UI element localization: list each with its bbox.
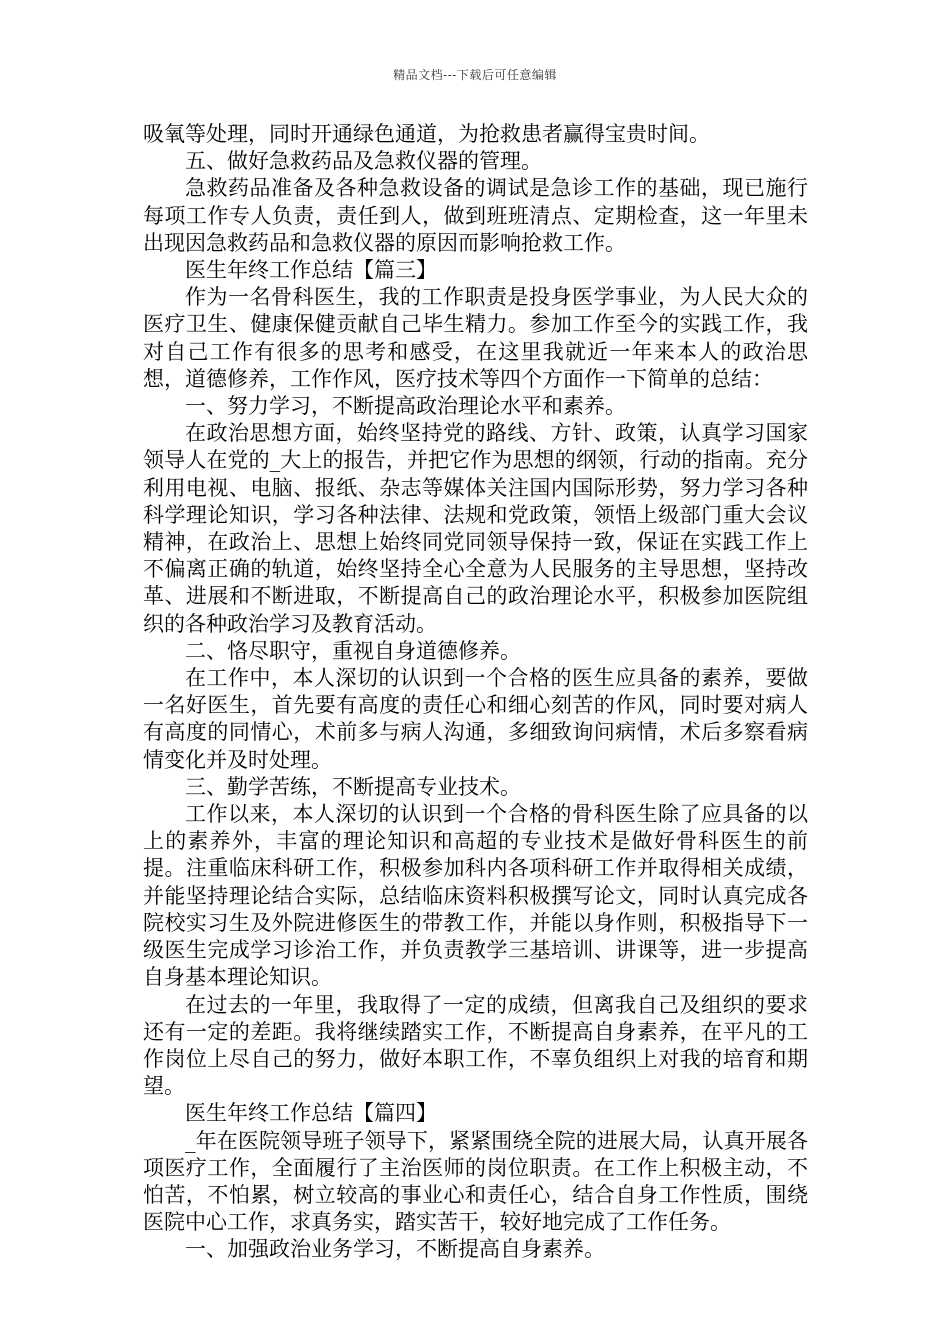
paragraph: 吸氧等处理，同时开通绿色通道，为抢救患者赢得宝贵时间。 xyxy=(143,122,710,146)
document-body xyxy=(143,121,808,1264)
article-title: 医生年终工作总结【篇四】 xyxy=(185,1101,437,1126)
page-header: 精品文档---下载后可任意编辑 xyxy=(393,68,557,82)
paragraph: 在过去的一年里，我取得了一定的成绩，但离我自己及组织的要求还有一定的差距。我将继续踏实工作，不断提高自身素养，在平凡的工作岗位上尽自己的努力，做好本职工作，不辜负组织上对我的培育和期望。 xyxy=(143,992,808,1099)
section-heading: 二、恪尽职守，重视自身道德修养。 xyxy=(185,638,521,663)
paragraph: 在工作中，本人深切的认识到一个合格的医生应具备的素养，要做一名好医生，首先要有高度的责任心和细心刻苦的作风，同时要对病人有高度的同情心，术前多与病人沟通，多细致询问病情，术后多察看病情变化并及时处理。 xyxy=(143,666,808,772)
paragraph: 作为一名骨科医生，我的工作职责是投身医学事业，为人民大众的医疗卫生、健康保健贡献自己毕生精力。参加工作至今的实践工作，我对自己工作有很多的思考和感受，在这里我就近一年来本人的政治思想，道德修养，工作作风，医疗技术等四个方面作一下简单的总结： xyxy=(143,285,808,391)
section-heading: 一、加强政治业务学习，不断提高自身素养。 xyxy=(185,1237,605,1262)
paragraph: 在政治思想方面，始终坚持党的路线、方针、政策，认真学习国家领导人在党的_大上的报告，并把它作为思想的纲领，行动的指南。充分利用电视、电脑、报纸、杂志等媒体关注国内国际形势，努力学习各种科学理论知识，学习各种法律、法规和党政策，领悟上级部门重大会议精神，在政治上、思想上始终同党同领导保持一致，保证在实践工作上不偏离正确的轨道，始终坚持全心全意为人民服务的主导思想，坚持改革、进展和不断进取，不断提高自己的政治理论水平，积极参加医院组织的各种政治学习及教育活动。 xyxy=(143,421,808,636)
section-heading: 三、勤学苦练，不断提高专业技术。 xyxy=(185,774,521,799)
paragraph: _年在医院领导班子领导下，紧紧围绕全院的进展大局，认真开展各项医疗工作，全面履行了主治医师的岗位职责。在工作上积极主动，不怕苦，不怕累，树立较高的事业心和责任心，结合自身工作性质，围绕医院中心工作，求真务实，踏实苦干，较好地完成了工作任务。 xyxy=(143,1128,808,1235)
paragraph: 工作以来，本人深切的认识到一个合格的骨科医生除了应具备的以上的素养外，丰富的理论知识和高超的专业技术是做好骨科医生的前提。注重临床科研工作，积极参加科内各项科研工作并取得相关成绩，并能坚持理论结合实际，总结临床资料积极撰写论文，同时认真完成各院校实习生及外院进修医生的带教工作，并能以身作则，积极指导下一级医生完成学习诊治工作，并负责教学三基培训、讲课等，进一步提高自身基本理论知识。 xyxy=(143,802,808,990)
paragraph: 急救药品准备及各种急救设备的调试是急诊工作的基础，现已施行每项工作专人负责，责任到人，做到班班清点、定期检查，这一年里未出现因急救药品和急救仪器的原因而影响抢救工作。 xyxy=(143,176,808,255)
section-heading: 五、做好急救药品及急救仪器的管理。 xyxy=(185,149,542,174)
section-heading: 一、努力学习，不断提高政治理论水平和素养。 xyxy=(185,394,626,419)
article-title: 医生年终工作总结【篇三】 xyxy=(185,258,437,283)
